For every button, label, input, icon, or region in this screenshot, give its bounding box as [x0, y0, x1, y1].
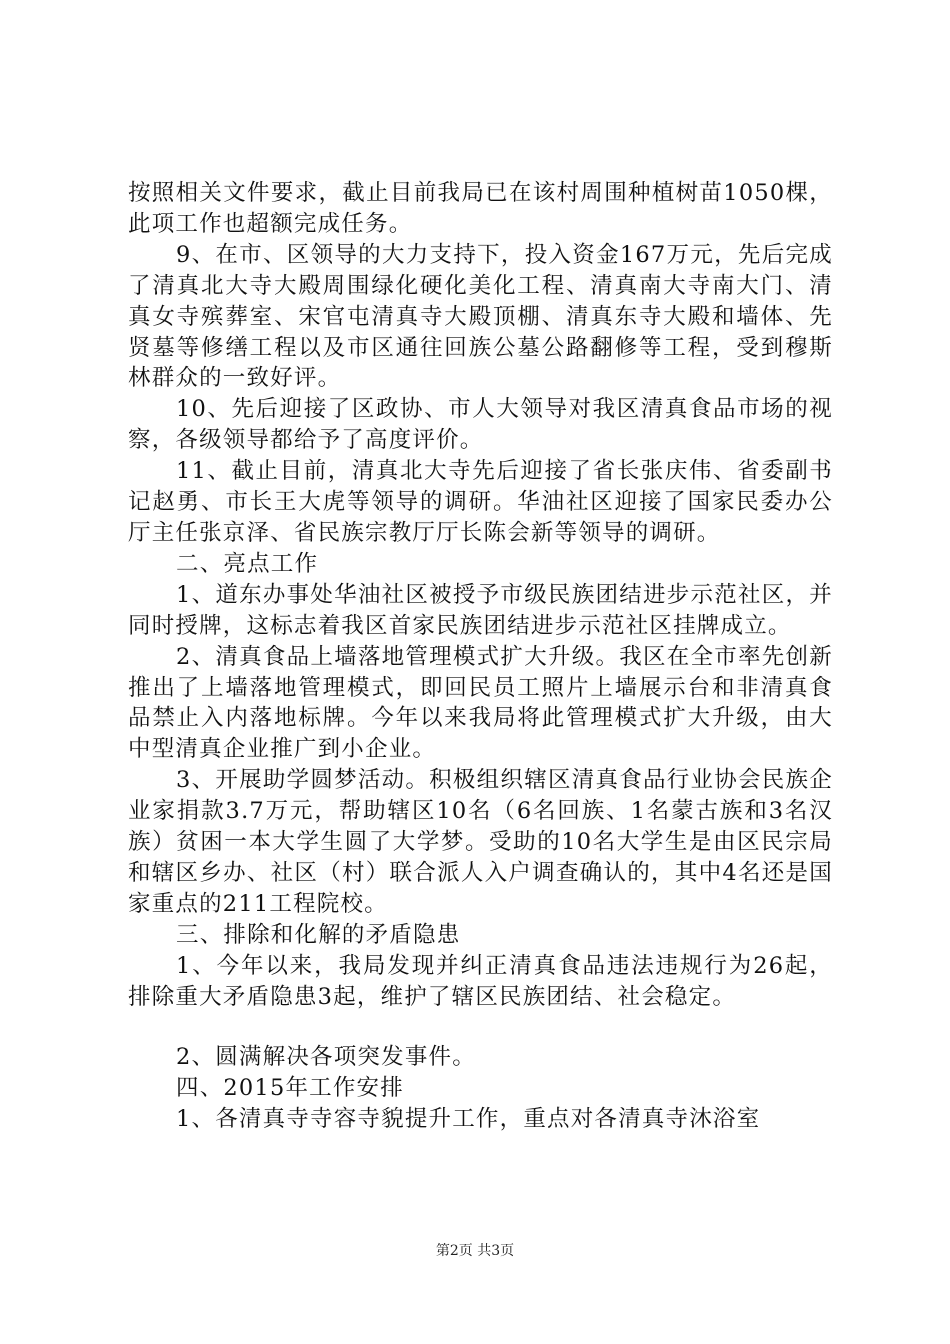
page-number-footer: 第2页 共3页: [435, 1243, 515, 1259]
section-heading-conflicts: 三、排除和化解的矛盾隐患: [176, 921, 461, 948]
paragraph-highlight-3: 3、开展助学圆梦活动。积极组织辖区清真食品行业协会民族企业家捐款3.7万元，帮助辖区10名（6名回族、1名蒙古族和3名汉族）贫困一本大学生圆了大学梦。受助的10名大学生是由区民宗局和辖区乡办、社区（村）联合派人入户调查确认的，其中4名还是国家重点的211工程院校。: [128, 767, 833, 917]
paragraph-item-11: 11、截止目前，清真北大寺先后迎接了省长张庆伟、省委副书记赵勇、市长王大虎等领导的调研。华油社区迎接了国家民委办公厅主任张京泽、省民族宗教厅厅长陈会新等领导的调研。: [128, 458, 833, 546]
section-heading-plan: 四、2015年工作安排: [176, 1075, 404, 1102]
paragraph-conflict-1: 1、今年以来，我局发现并纠正清真食品违法违规行为26起，排除重大矛盾隐患3起，维护了辖区民族团结、社会稳定。: [128, 952, 833, 1010]
paragraph-item-10: 10、先后迎接了区政协、市人大领导对我区清真食品市场的视察，各级领导都给予了高度评价。: [128, 396, 833, 454]
paragraph-plan-1: 1、各清真寺寺容寺貌提升工作，重点对各清真寺沐浴室: [176, 1106, 761, 1133]
document-body: [128, 178, 833, 1135]
paragraph-highlight-1: 1、道东办事处华油社区被授予市级民族团结进步示范社区，并同时授牌，这标志着我区首家民族团结进步示范社区挂牌成立。: [128, 581, 833, 639]
paragraph-continued: 按照相关文件要求，截止目前我局已在该村周围种植树苗1050棵，此项工作也超额完成任务。: [128, 180, 833, 237]
paragraph-item-9: 9、在市、区领导的大力支持下，投入资金167万元，先后完成了清真北大寺大殿周围绿化硬化美化工程、清真南大寺南大门、清真女寺殡葬室、宋官屯清真寺大殿顶棚、清真东寺大殿和墙体、先贤墓等修缮工程以及市区通往回族公墓公路翻修等工程，受到穆斯林群众的一致好评。: [128, 241, 833, 392]
section-heading-highlights: 二、亮点工作: [176, 550, 319, 577]
paragraph-highlight-2: 2、清真食品上墙落地管理模式扩大升级。我区在全市率先创新推出了上墙落地管理模式，即回民员工照片上墙展示台和非清真食品禁止入内落地标牌。今年以来我局将此管理模式扩大升级，由大中型清真企业推广到小企业。: [128, 643, 833, 763]
paragraph-conflict-2: 2、圆满解决各项突发事件。: [176, 1044, 476, 1071]
